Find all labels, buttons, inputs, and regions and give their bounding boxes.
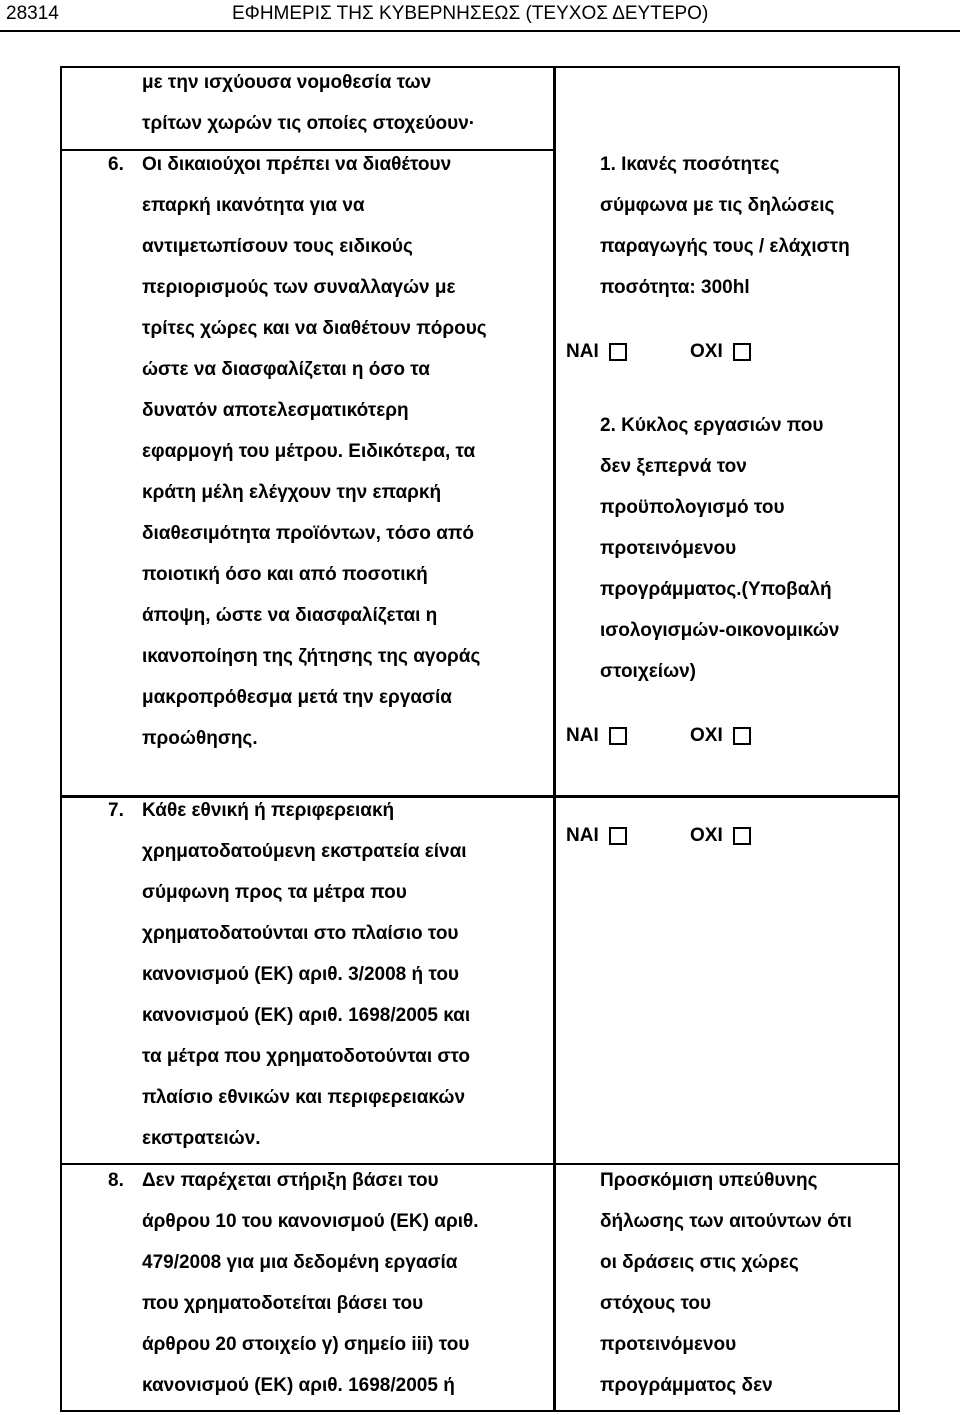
row6-text bbox=[142, 144, 544, 759]
text-line: 1. Ικανές ποσότητες bbox=[600, 154, 780, 175]
no-label: ΟΧΙ bbox=[690, 725, 723, 746]
text-line: δήλωσης των αιτούντων ότι bbox=[600, 1211, 852, 1232]
text-line: Οι δικαιούχοι πρέπει να διαθέτουν bbox=[142, 154, 452, 175]
header-rule bbox=[0, 30, 960, 32]
text-line: χρηματοδατούνται στο πλαίσιο του bbox=[142, 923, 459, 944]
no-checkbox[interactable] bbox=[733, 827, 751, 845]
text-line: δυνατόν αποτελεσματικότερη bbox=[142, 400, 409, 421]
yes-checkbox[interactable] bbox=[609, 827, 627, 845]
text-line: κράτη μέλη ελέγχουν την επαρκή bbox=[142, 482, 442, 503]
yes-checkbox[interactable] bbox=[609, 343, 627, 361]
no-checkbox[interactable] bbox=[733, 343, 751, 361]
text-line: Κάθε εθνική ή περιφερειακή bbox=[142, 800, 395, 821]
yes-checkbox[interactable] bbox=[609, 727, 627, 745]
row8-criteria bbox=[600, 1160, 892, 1406]
row6-criteria-2 bbox=[600, 405, 892, 692]
text-line: ώστε να διασφαλίζεται η όσο τα bbox=[142, 359, 430, 380]
text-line: τρίτες χώρες και να διαθέτουν πόρους bbox=[142, 318, 487, 339]
row6-no-option-1 bbox=[690, 340, 751, 364]
row-number-8: 8. bbox=[108, 1170, 124, 1191]
text-line: προϋπολογισμό του bbox=[600, 497, 785, 518]
yes-label: ΝΑΙ bbox=[566, 341, 599, 362]
text-line: προτεινόμενου bbox=[600, 538, 737, 559]
text-line: 2. Κύκλος εργασιών που bbox=[600, 415, 824, 436]
no-label: ΟΧΙ bbox=[690, 341, 723, 362]
text-line: προώθησης. bbox=[142, 728, 258, 749]
text-line: σύμφωνη προς τα μέτρα που bbox=[142, 882, 407, 903]
column-divider bbox=[553, 66, 556, 1412]
text-line: ισολογισμών-οικονομικών bbox=[600, 620, 840, 641]
row-number-7: 7. bbox=[108, 800, 124, 821]
text-line: που χρηματοδοτείται βάσει του bbox=[142, 1293, 424, 1314]
text-line: μακροπρόθεσμα μετά την εργασία bbox=[142, 687, 452, 708]
text-line: άρθρου 20 στοιχείο γ) σημείο iii) του bbox=[142, 1334, 470, 1355]
text-line: διαθεσιμότητα προϊόντων, τόσο από bbox=[142, 523, 475, 544]
text-line: εφαρμογή του μέτρου. Ειδικότερα, τα bbox=[142, 441, 476, 462]
text-line: άρθρου 10 του κανονισμού (ΕΚ) αριθ. bbox=[142, 1211, 479, 1232]
row7-no-option bbox=[690, 824, 751, 848]
page-number: 28314 bbox=[6, 3, 59, 24]
row-number-6: 6. bbox=[108, 154, 124, 175]
text-line: πλαίσιο εθνικών και περιφερειακών bbox=[142, 1087, 466, 1108]
text-line: με την ισχύουσα νομοθεσία των bbox=[142, 72, 432, 93]
yes-label: ΝΑΙ bbox=[566, 825, 599, 846]
text-line: προγράμματος.(Υποβαλή bbox=[600, 579, 832, 600]
page-header bbox=[0, 0, 960, 36]
text-line: τρίτων χωρών τις οποίες στοχεύουν· bbox=[142, 113, 476, 134]
row6-no-option-2 bbox=[690, 724, 751, 748]
gazette-title: ΕΦΗΜΕΡΙΣ ΤΗΣ ΚΥΒΕΡΝΗΣΕΩΣ (ΤΕΥΧΟΣ ΔΕΥΤΕΡΟ) bbox=[232, 3, 709, 24]
text-line: τα μέτρα που χρηματοδοτούνται στο bbox=[142, 1046, 470, 1067]
text-line: 479/2008 για μια δεδομένη εργασία bbox=[142, 1252, 458, 1273]
text-line: αντιμετωπίσουν τους ειδικούς bbox=[142, 236, 413, 257]
no-label: ΟΧΙ bbox=[690, 825, 723, 846]
row7-text bbox=[142, 790, 544, 1159]
text-line: οι δράσεις στις χώρες bbox=[600, 1252, 799, 1273]
text-line: περιορισμούς των συναλλαγών με bbox=[142, 277, 456, 298]
text-line: ποσότητα: 300hl bbox=[600, 277, 750, 298]
text-line: ικανοποίηση της ζήτησης της αγοράς bbox=[142, 646, 481, 667]
no-checkbox[interactable] bbox=[733, 727, 751, 745]
text-line: προγράμματος δεν bbox=[600, 1375, 773, 1396]
text-line: στόχους του bbox=[600, 1293, 712, 1314]
text-line: κανονισμού (ΕΚ) αριθ. 1698/2005 και bbox=[142, 1005, 471, 1026]
text-line: Δεν παρέχεται στήριξη βάσει του bbox=[142, 1170, 439, 1191]
row6-criteria-1 bbox=[600, 144, 892, 308]
text-line: παραγωγής τους / ελάχιστη bbox=[600, 236, 850, 257]
row7-yes-option bbox=[566, 824, 627, 848]
text-line: επαρκή ικανότητα για να bbox=[142, 195, 365, 216]
row6-yes-option-1 bbox=[566, 340, 627, 364]
row6-yes-option-2 bbox=[566, 724, 627, 748]
text-line: ποιοτική όσο και από ποσοτική bbox=[142, 564, 428, 585]
text-line: χρηματοδατούμενη εκστρατεία είναι bbox=[142, 841, 467, 862]
text-line: κανονισμού (ΕΚ) αριθ. 3/2008 ή του bbox=[142, 964, 459, 985]
yes-label: ΝΑΙ bbox=[566, 725, 599, 746]
text-line: προτεινόμενου bbox=[600, 1334, 737, 1355]
text-line: Προσκόμιση υπεύθυνης bbox=[600, 1170, 818, 1191]
row-continue-text bbox=[142, 62, 544, 144]
text-line: δεν ξεπερνά τον bbox=[600, 456, 747, 477]
text-line: εκστρατειών. bbox=[142, 1128, 261, 1149]
text-line: σύμφωνα με τις δηλώσεις bbox=[600, 195, 835, 216]
text-line: στοιχείων) bbox=[600, 661, 697, 682]
text-line: κανονισμού (ΕΚ) αριθ. 1698/2005 ή bbox=[142, 1375, 455, 1396]
row8-text bbox=[142, 1160, 544, 1406]
text-line: άποψη, ώστε να διασφαλίζεται η bbox=[142, 605, 438, 626]
